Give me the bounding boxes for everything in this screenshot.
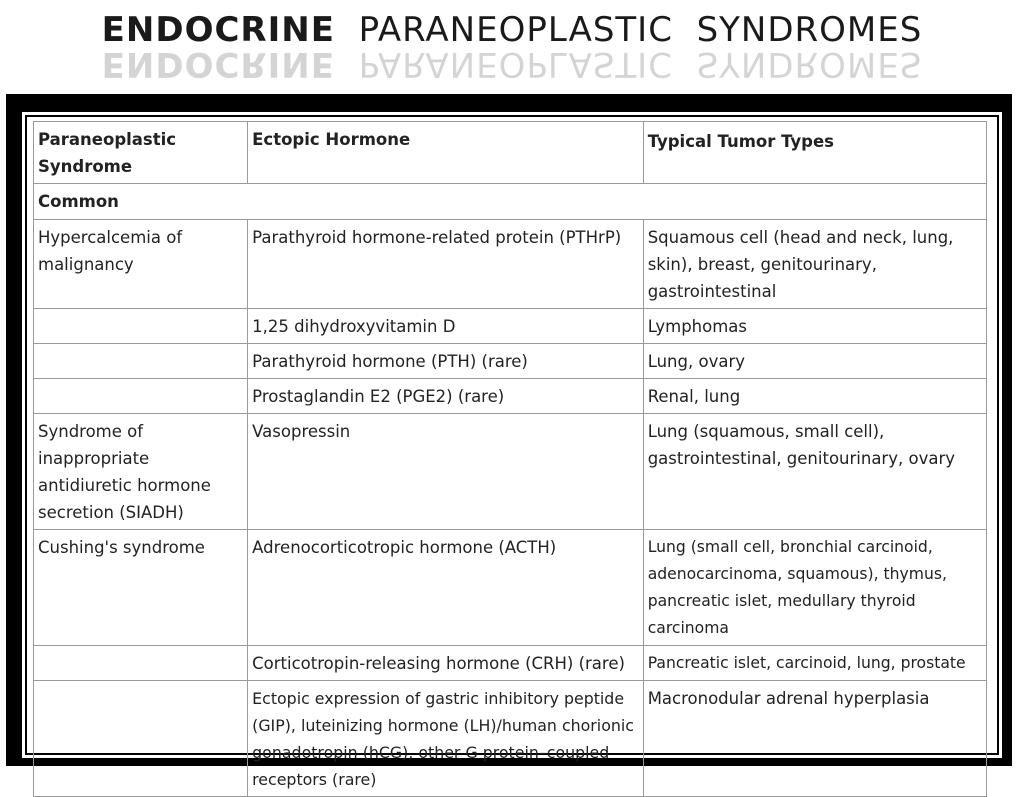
hormone-cell: Prostaglandin E2 (PGE2) (rare) <box>248 379 644 414</box>
tumor-cell: Lung (small cell, bronchial carcinoid, adenocarcinoma, squamous), thymus, pancreatic islet, medullary thyroid carcinoma <box>643 530 986 646</box>
slide-title <box>0 8 1024 52</box>
table-row <box>34 309 987 344</box>
header-ectopic-hormone: Ectopic Hormone <box>248 122 644 184</box>
title-reflection: ENDOCRINE PARANEOPLASTIC SYNDROMES <box>101 44 923 84</box>
hormone-cell: Ectopic expression of gastric inhibitory peptide (GIP), luteinizing hormone (LH)/human chorionic gonadotropin (hCG), other G protein–coupled receptors (rare) <box>248 681 644 797</box>
tumor-cell: Squamous cell (head and neck, lung, skin), breast, genitourinary, gastrointestinal <box>643 220 986 309</box>
section-row <box>34 184 987 220</box>
syndrome-cell <box>34 379 248 414</box>
tumor-cell: Macronodular adrenal hyperplasia <box>643 681 986 797</box>
syndromes-table <box>33 121 987 797</box>
syndrome-cell: Cushing's syndrome <box>34 530 248 646</box>
title-bold-part: ENDOCRINE <box>101 10 335 50</box>
table-row <box>34 530 987 646</box>
syndrome-cell: Hypercalcemia of malignancy <box>34 220 248 309</box>
syndrome-cell <box>34 646 248 681</box>
syndrome-cell <box>34 344 248 379</box>
table-row <box>34 344 987 379</box>
table-row <box>34 646 987 681</box>
tumor-cell: Lung (squamous, small cell), gastrointestinal, genitourinary, ovary <box>643 414 986 530</box>
tumor-cell: Lymphomas <box>643 309 986 344</box>
header-syndrome: Paraneoplastic Syndrome <box>34 122 248 184</box>
syndrome-cell <box>34 309 248 344</box>
syndrome-cell <box>34 681 248 797</box>
table-frame-inner <box>22 112 1002 789</box>
hormone-cell: Vasopressin <box>248 414 644 530</box>
table-row <box>34 379 987 414</box>
section-common-label: Common <box>34 184 987 220</box>
syndrome-cell: Syndrome of inappropriate antidiuretic hormone secretion (SIADH) <box>34 414 248 530</box>
table-frame <box>6 94 1012 789</box>
hormone-cell: 1,25 dihydroxyvitamin D <box>248 309 644 344</box>
table-row <box>34 414 987 530</box>
title-regular-part: PARANEOPLASTIC SYNDROMES <box>358 10 923 50</box>
tumor-cell: Renal, lung <box>643 379 986 414</box>
table-row <box>34 220 987 309</box>
hormone-cell: Corticotropin-releasing hormone (CRH) (rare) <box>248 646 644 681</box>
hormone-cell: Parathyroid hormone (PTH) (rare) <box>248 344 644 379</box>
hormone-cell: Parathyroid hormone-related protein (PTHrP) <box>248 220 644 309</box>
tumor-cell: Lung, ovary <box>643 344 986 379</box>
tumor-cell: Pancreatic islet, carcinoid, lung, prostate <box>643 646 986 681</box>
table-header-row <box>34 122 987 184</box>
header-tumor-types: Typical Tumor Types <box>643 122 986 184</box>
hormone-cell: Adrenocorticotropic hormone (ACTH) <box>248 530 644 646</box>
table-row <box>34 681 987 797</box>
